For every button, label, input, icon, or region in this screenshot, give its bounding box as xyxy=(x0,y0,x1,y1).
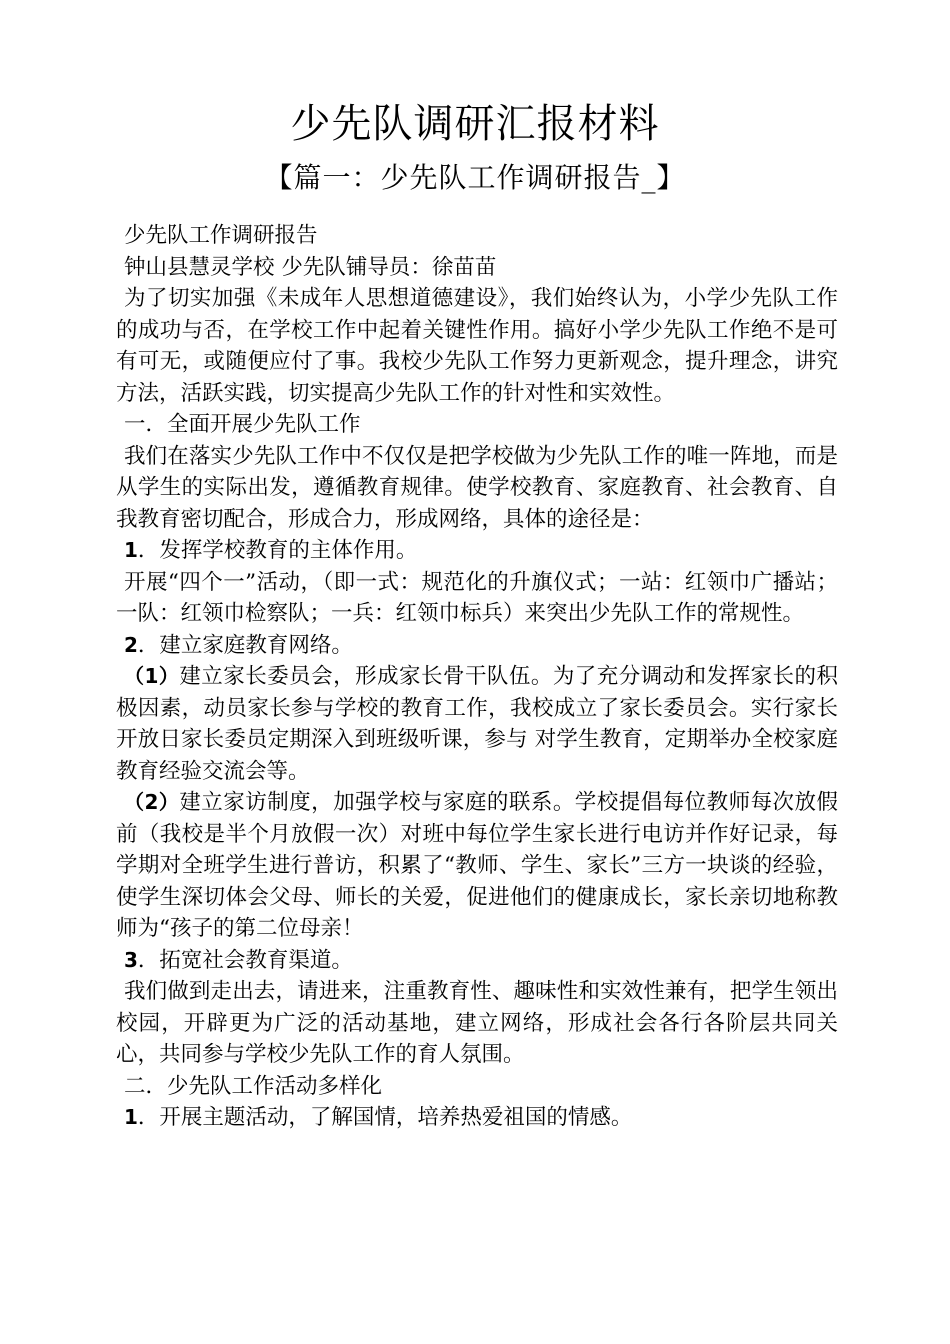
paragraph-text: 为了切实加强《未成年人思想道德建设》，我们始终认为，小学少先队工作的成功与否，在学校工作中起着关键性作用。搞好小学少先队工作绝不是可有可无，或随便应付了事。我校少先队工作努力更新观念，提升理念，讲究方法，活跃实践，切实提高少先队工作的针对性和实效性。 xyxy=(116,286,838,406)
document-title: 少先队调研汇报材料 xyxy=(290,101,660,147)
paragraph-text: 建立家长委员会，形成家长骨干队伍。为了充分调动和发挥家长的积极因素，动员家长参与学校的教育工作，我校成立了家长委员会。实行家长开放日家长委员定期深入到班级听课，参与 对学生教育，定期举办全校家庭教育经验交流会等。 xyxy=(116,664,838,784)
paragraph xyxy=(116,252,838,284)
document-subtitle: 【篇一：少先队工作调研报告_】 xyxy=(264,161,686,194)
paragraph-text: 少先队工作调研报告 xyxy=(124,223,318,248)
paragraph xyxy=(116,220,838,252)
paragraph-text: ．开展主题活动，了解国情，培养热爱祖国的情感。 xyxy=(137,1105,633,1130)
paragraph xyxy=(116,441,838,536)
paragraph-text: ．拓宽社会教育渠道。 xyxy=(137,947,353,973)
paragraph xyxy=(116,283,838,409)
paragraph-text: 开展“四个一”活动，（即一式：规范化的升旗仪式；一站：红领巾广播站；一队：红领巾检察队；一兵：红领巾标兵）来突出少先队工作的常规性。 xyxy=(116,569,838,626)
paragraph xyxy=(116,945,838,977)
paragraph-number: （2） xyxy=(124,790,180,814)
document-body xyxy=(116,220,838,1134)
paragraph-number: 1 xyxy=(124,538,138,562)
paragraph xyxy=(116,661,838,787)
paragraph-text: 二．少先队工作活动多样化 xyxy=(124,1073,383,1099)
paragraph-text: ．发挥学校教育的主体作用。 xyxy=(137,538,418,563)
paragraph xyxy=(116,535,838,567)
paragraph xyxy=(116,630,838,662)
paragraph-number: 1 xyxy=(124,1105,138,1129)
paragraph-number: （1） xyxy=(124,664,180,688)
paragraph xyxy=(116,976,838,1071)
paragraph-text: 钟山县慧灵学校 少先队铺导员：徐苗苗 xyxy=(124,254,497,280)
paragraph xyxy=(116,567,838,630)
paragraph xyxy=(116,409,838,441)
paragraph xyxy=(116,1071,838,1103)
paragraph xyxy=(116,1102,838,1134)
paragraph-number: 3 xyxy=(124,947,138,972)
paragraph-text: ．建立家庭教育网络。 xyxy=(137,632,353,658)
paragraph-text: 我们在落实少先队工作中不仅仅是把学校做为少先队工作的唯一阵地，而是从学生的实际出发，遵循教育规律。使学校教育、家庭教育、社会教育、自我教育密切配合，形成合力，形成网络，具体的途径是： xyxy=(116,443,838,532)
paragraph xyxy=(116,787,838,945)
paragraph-text: 一．全面开展少先队工作 xyxy=(124,412,361,437)
paragraph-number: 2 xyxy=(124,632,138,657)
paragraph-text: 建立家访制度，加强学校与家庭的联系。学校提倡每位教师每次放假前（我校是半个月放假一次）对班中每位学生家长进行电访并作好记录，每学期对全班学生进行普访，积累了“教师、学生、家长”三方一块谈的经验，使学生深切体会父母、师长的关爱，促进他们的健康成长，家长亲切地称教师为“孩子的第二位母亲！ xyxy=(116,790,838,941)
paragraph-text: 我们做到走出去，请进来，注重教育性、趣味性和实效性兼有，把学生领出校园，开辟更为广泛的活动基地，建立网络，形成社会各行各阶层共同关心，共同参与学校少先队工作的育人氛围。 xyxy=(116,979,838,1067)
